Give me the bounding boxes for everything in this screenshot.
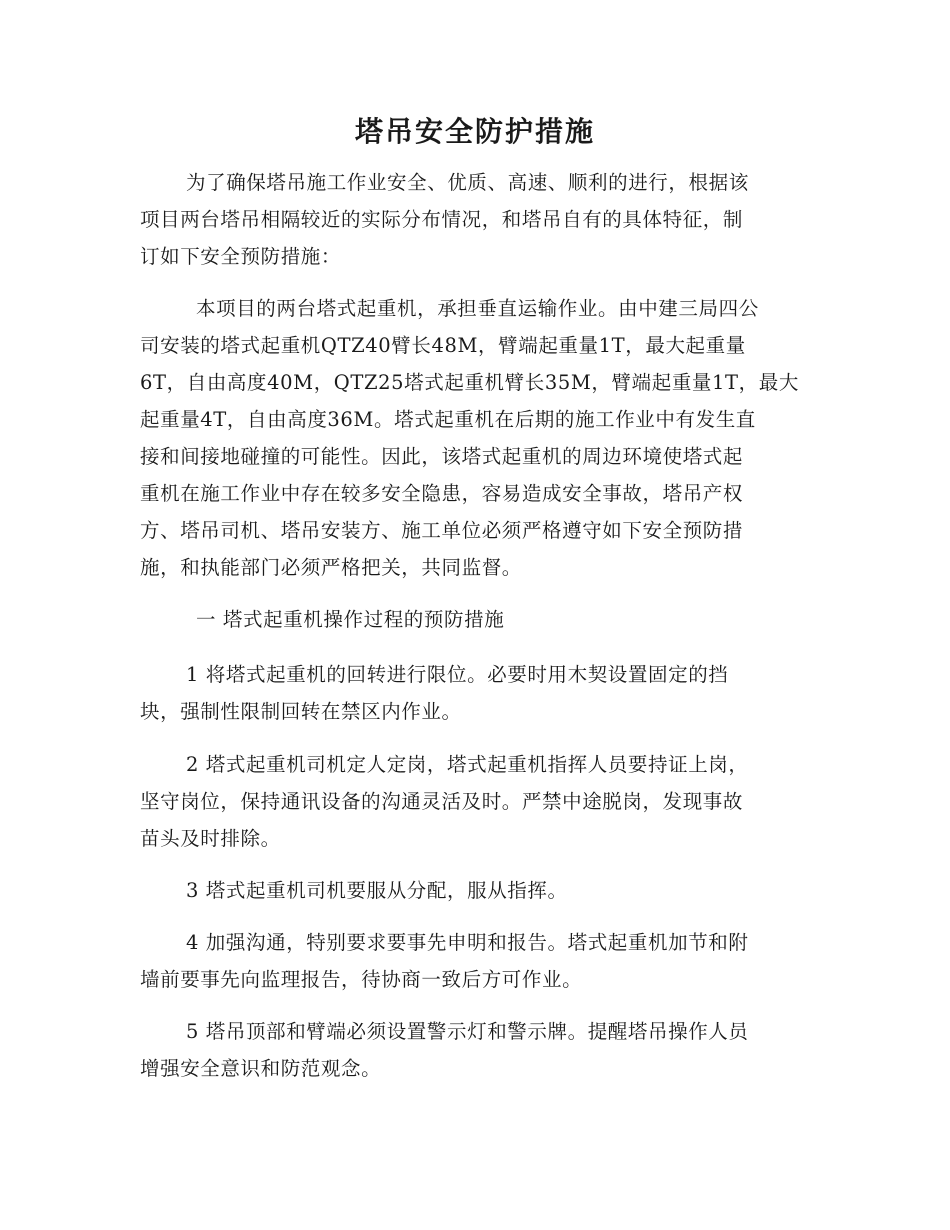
text-line: 重机在施工作业中存在较多安全隐患，容易造成安全事故，塔吊产权	[140, 482, 744, 505]
text-line: 项目两台塔吊相隔较近的实际分布情况，和塔吊自有的具体特征，制	[140, 208, 744, 231]
text-line: 墙前要事先向监理报告，待协商一致后方可作业。	[140, 968, 583, 991]
text-line: 起重量4T，自由高度36M。塔式起重机在后期的施工作业中有发生直	[140, 408, 756, 431]
text-line: 为了确保塔吊施工作业安全、优质、高速、顺利的进行，根据该	[186, 171, 749, 194]
section-heading: 一 塔式起重机操作过程的预防措施	[196, 608, 505, 631]
text-line: 订如下安全预防措施：	[140, 245, 342, 268]
text-line: 5 塔吊顶部和臂端必须设置警示灯和警示牌。提醒塔吊操作人员	[186, 1020, 749, 1043]
text-line: 苗头及时排除。	[140, 827, 281, 850]
text-line: 1 将塔式起重机的回转进行限位。必要时用木契设置固定的挡	[186, 663, 729, 686]
text-line: 块，强制性限制回转在禁区内作业。	[140, 700, 462, 723]
text-line: 2 塔式起重机司机定人定岗，塔式起重机指挥人员要持证上岗，	[186, 753, 749, 776]
text-line: 司安装的塔式起重机QTZ40臂长48M，臂端起重量1T，最大起重量	[140, 334, 746, 357]
text-line: 接和间接地碰撞的可能性。因此，该塔式起重机的周边环境使塔式起	[140, 445, 744, 468]
document-title: 塔吊安全防护措施	[354, 115, 595, 148]
text-line: 施，和执能部门必须严格把关，共同监督。	[140, 556, 522, 579]
text-line: 增强安全意识和防范观念。	[140, 1057, 382, 1080]
text-line: 坚守岗位，保持通讯设备的沟通灵活及时。严禁中途脱岗，发现事故	[140, 790, 744, 813]
text-line: 6T，自由高度40M，QTZ25塔式起重机臂长35M，臂端起重量1T，最大	[140, 371, 799, 394]
text-line: 本项目的两台塔式起重机，承担垂直运输作业。由中建三局四公	[196, 297, 759, 320]
text-line: 方、塔吊司机、塔吊安装方、施工单位必须严格遵守如下安全预防措	[140, 519, 744, 542]
text-line: 3 塔式起重机司机要服从分配，服从指挥。	[186, 879, 568, 902]
text-line: 4 加强沟通，特别要求要事先申明和报告。塔式起重机加节和附	[186, 931, 749, 954]
